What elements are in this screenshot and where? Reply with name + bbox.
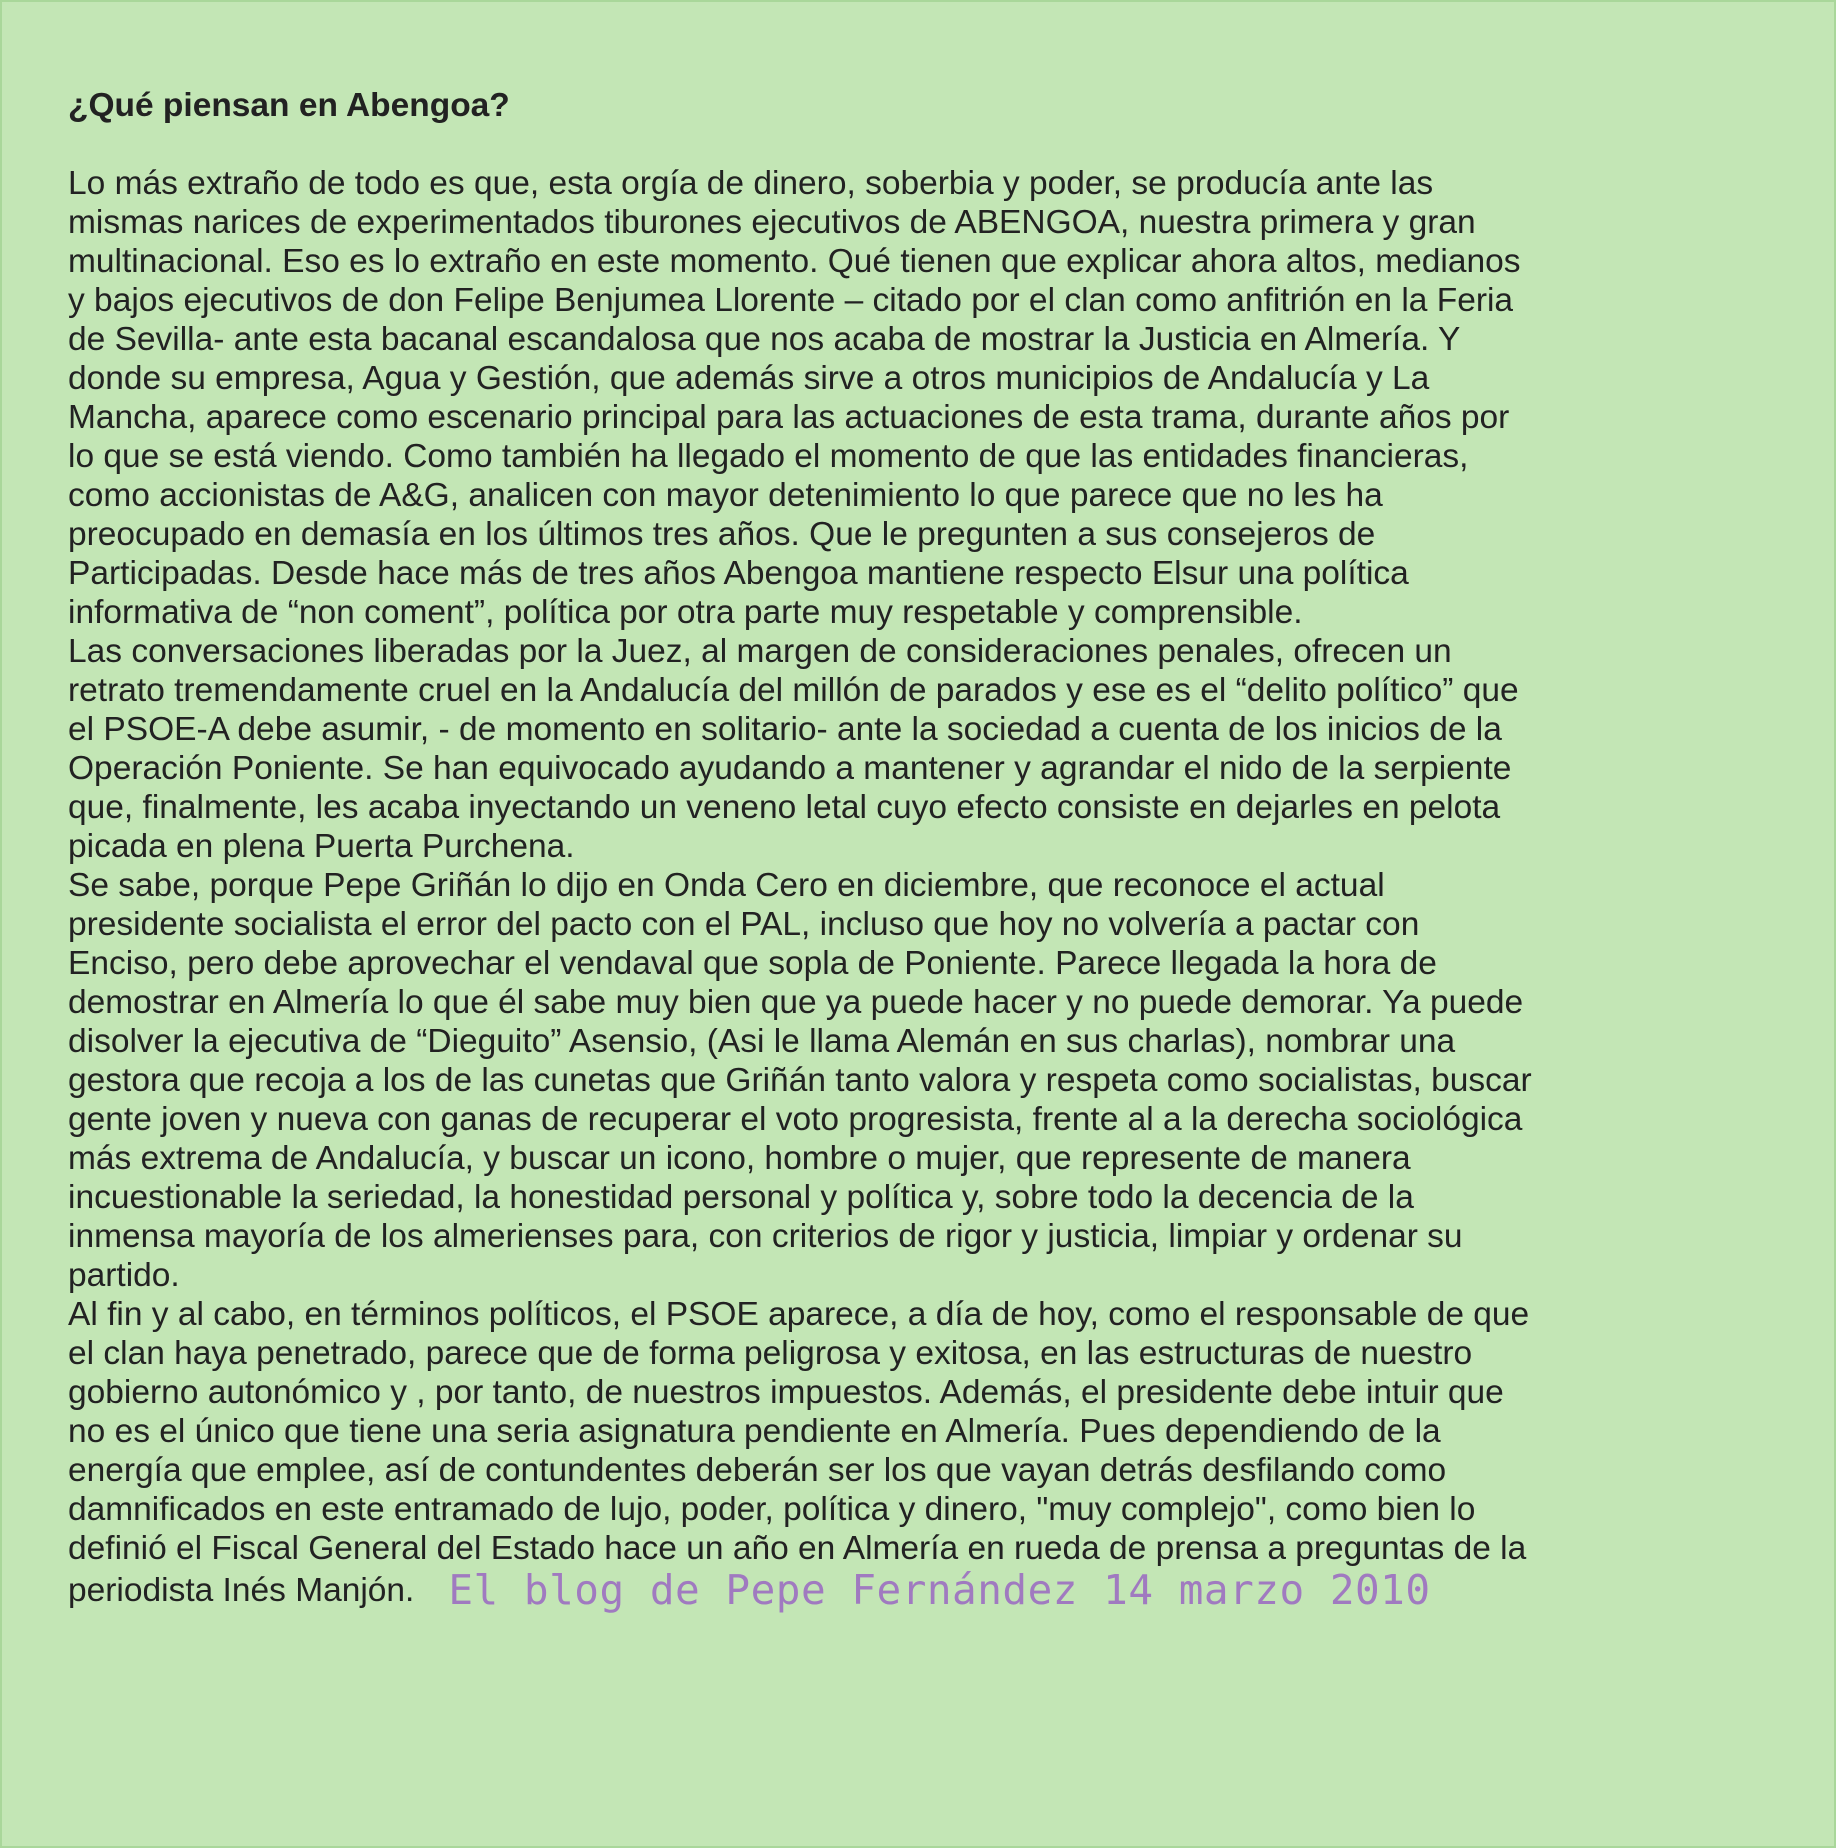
text-line: energía que emplee, así de contundentes deberán ser los que vayan detrás desfilando como	[68, 1452, 1447, 1489]
text-line: lo que se está viendo. Como también ha llegado el momento de que las entidades financieras,	[68, 438, 1469, 475]
paragraph	[68, 866, 1768, 1295]
text-line: definió el Fiscal General del Estado hace un año en Almería en rueda de prensa a preguntas de la	[68, 1530, 1527, 1567]
text-line: disolver la ejecutiva de “Dieguito” Asensio, (Asi le llama Alemán en sus charlas), nombrar una	[68, 1023, 1456, 1060]
text-line-content: periodista Inés Manjón.	[68, 1572, 415, 1609]
text-line: Al fin y al cabo, en términos políticos, el PSOE aparece, a día de hoy, como el responsable de que	[68, 1296, 1530, 1333]
paragraph	[68, 632, 1768, 866]
text-line: como accionistas de A&G, analicen con mayor detenimiento lo que parece que no les ha	[68, 477, 1383, 514]
text-line: Operación Poniente. Se han equivocado ayudando a mantener y agrandar el nido de la serpiente	[68, 750, 1512, 787]
text-line: que, finalmente, les acaba inyectando un veneno letal cuyo efecto consiste en dejarles en pelota	[68, 789, 1501, 826]
article	[68, 86, 1768, 1614]
text-line: gente joven y nueva con ganas de recuperar el voto progresista, frente al a la derecha sociológica	[68, 1101, 1523, 1138]
text-line: picada en plena Puerta Purchena.	[68, 828, 575, 865]
text-line: demostrar en Almería lo que él sabe muy bien que ya puede hacer y no puede demorar. Ya puede	[68, 984, 1524, 1021]
paragraph	[68, 1295, 1768, 1614]
text-line: de Sevilla- ante esta bacanal escandalosa que nos acaba de mostrar la Justicia en Almería. Y	[68, 321, 1461, 358]
text-line: informativa de “non coment”, política por otra parte muy respetable y comprensible.	[68, 594, 1303, 631]
text-line: damnificados en este entramado de lujo, poder, política y dinero, "muy complejo", como bien lo	[68, 1491, 1476, 1528]
text-line: Mancha, aparece como escenario principal para las actuaciones de esta trama, durante años por	[68, 399, 1510, 436]
text-line	[68, 1566, 1768, 1614]
text-line: Enciso, pero debe aprovechar el vendaval que sopla de Poniente. Parece llegada la hora de	[68, 945, 1437, 982]
text-line: mismas narices de experimentados tiburones ejecutivos de ABENGOA, nuestra primera y gran	[68, 204, 1476, 241]
article-body	[68, 164, 1768, 1614]
text-line: partido.	[68, 1257, 180, 1294]
text-line: Participadas. Desde hace más de tres años Abengoa mantiene respecto Elsur una política	[68, 555, 1409, 592]
text-line: no es el único que tiene una seria asignatura pendiente en Almería. Pues dependiendo de la	[68, 1413, 1441, 1450]
text-line: y bajos ejecutivos de don Felipe Benjumea Llorente – citado por el clan como anfitrión en la Feria	[68, 282, 1514, 319]
text-line: presidente socialista el error del pacto con el PAL, incluso que hoy no volvería a pactar con	[68, 906, 1420, 943]
text-line: más extrema de Andalucía, y buscar un icono, hombre o mujer, que represente de manera	[68, 1140, 1411, 1177]
text-line: el clan haya penetrado, parece que de forma peligrosa y exitosa, en las estructuras de nuestro	[68, 1335, 1473, 1372]
article-heading: ¿Qué piensan en Abengoa?	[68, 87, 510, 124]
text-line: donde su empresa, Agua y Gestión, que además sirve a otros municipios de Andalucía y La	[68, 360, 1430, 397]
text-line: Lo más extraño de todo es que, esta orgía de dinero, soberbia y poder, se producía ante las	[68, 165, 1434, 202]
text-line: multinacional. Eso es lo extraño en este momento. Qué tienen que explicar ahora altos, medianos	[68, 243, 1521, 280]
text-line: el PSOE-A debe asumir, - de momento en solitario- ante la sociedad a cuenta de los inicios de la	[68, 711, 1502, 748]
text-line: Las conversaciones liberadas por la Juez, al margen de consideraciones penales, ofrecen un	[68, 633, 1452, 670]
text-line: gestora que recoja a los de las cunetas que Griñán tanto valora y respeta como socialistas, buscar	[68, 1062, 1532, 1099]
text-line: inmensa mayoría de los almerienses para, con criterios de rigor y justicia, limpiar y ordenar su	[68, 1218, 1463, 1255]
blog-signature: El blog de Pepe Fernández 14 marzo 2010	[448, 1566, 1431, 1614]
text-line: incuestionable la seriedad, la honestidad personal y política y, sobre todo la decencia de la	[68, 1179, 1414, 1216]
text-line: preocupado en demasía en los últimos tres años. Que le pregunten a sus consejeros de	[68, 516, 1376, 553]
text-line: Se sabe, porque Pepe Griñán lo dijo en Onda Cero en diciembre, que reconoce el actual	[68, 867, 1385, 904]
paragraph	[68, 164, 1768, 632]
text-line: gobierno autonómico y , por tanto, de nuestros impuestos. Además, el presidente debe intuir que	[68, 1374, 1504, 1411]
text-line: retrato tremendamente cruel en la Andalucía del millón de parados y ese es el “delito político” que	[68, 672, 1519, 709]
